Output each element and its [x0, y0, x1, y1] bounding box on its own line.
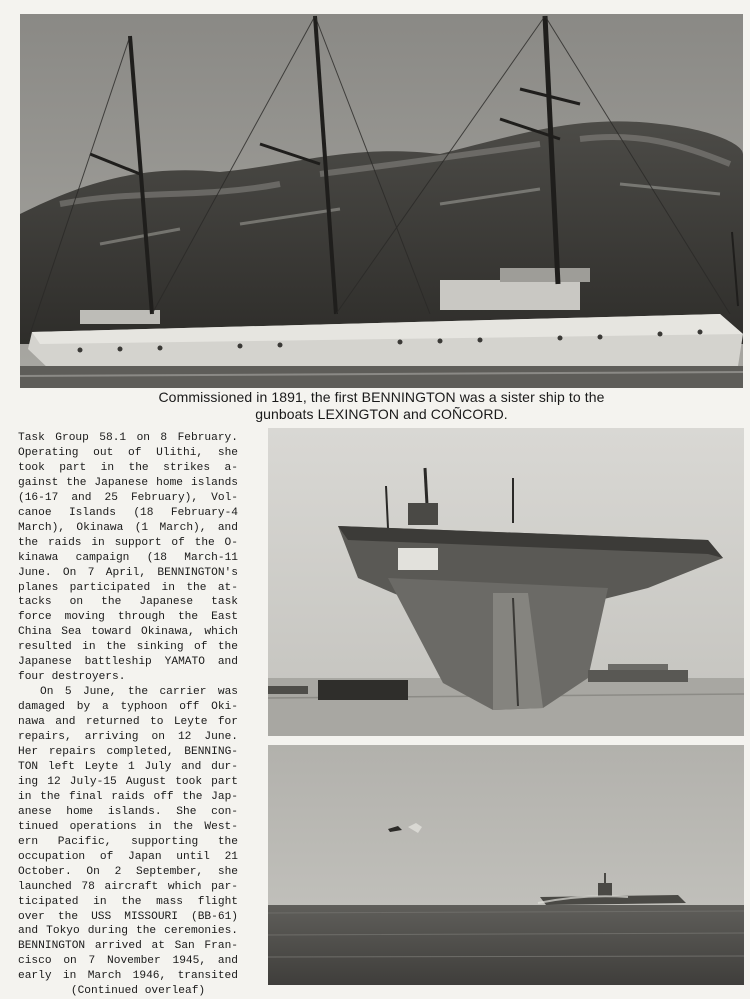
- body-line: gainst the Japanese home islands: [18, 476, 238, 489]
- body-line: On 5 June, the carrier was: [40, 686, 238, 699]
- body-line: June. On 7 April, BENNINGTON's: [18, 566, 238, 579]
- body-line: March), Okinawa (1 March), and: [18, 521, 238, 534]
- photo-caption: [20, 389, 743, 423]
- body-line: force moving through the East: [18, 611, 238, 624]
- body-line: ing 12 July-15 August took part: [18, 775, 238, 788]
- body-line: four destroyers.: [18, 671, 126, 684]
- body-line: repairs, arriving on 12 June.: [18, 731, 238, 744]
- body-line: resulted in the sinking of the: [18, 641, 238, 654]
- carrier-sea-photo-art: [268, 745, 744, 985]
- continued-overleaf: (Continued overleaf): [70, 985, 206, 998]
- body-line: (16-17 and 25 February), Vol-: [18, 491, 238, 504]
- body-line: Operating out of Ulithi, she: [18, 446, 238, 459]
- caption-line-1: Commissioned in 1891, the first BENNINGTON was a sister ship to the: [158, 389, 605, 405]
- body-line: ticipated in the mass flight: [18, 895, 238, 908]
- article-body: [18, 431, 238, 999]
- body-line: launched 78 aircraft which par-: [18, 880, 238, 893]
- body-line: TON left Leyte 1 July and dur-: [18, 760, 238, 773]
- photo-carrier-typhoon-damage: [268, 428, 744, 736]
- body-line: China Sea toward Okinawa, which: [18, 626, 238, 639]
- gunboat-photo-art: [20, 14, 743, 388]
- body-line: Her repairs completed, BENNING-: [18, 746, 238, 759]
- body-line: and Tokyo during the ceremonies.: [18, 925, 238, 938]
- body-line: tinued operations in the West-: [18, 820, 238, 833]
- body-line: cisco on 7 November 1945, and: [18, 955, 238, 968]
- body-line: in the final raids off the Jap-: [18, 790, 238, 803]
- body-line: kinawa campaign (18 March-11: [18, 551, 238, 564]
- body-line: took part in the strikes a-: [18, 461, 238, 474]
- carrier-damage-photo-art: [268, 428, 744, 736]
- body-line: ern Pacific, supporting the: [18, 835, 238, 848]
- body-line: canoe Islands (18 February-4: [18, 506, 238, 519]
- photo-carrier-at-sea: [268, 745, 744, 985]
- body-line: BENNINGTON arrived at San Fran-: [18, 940, 238, 953]
- body-line: Japanese battleship YAMATO and: [18, 656, 238, 669]
- body-line: early in March 1946, transited: [18, 970, 238, 983]
- body-line: damaged by a typhoon off Oki-: [18, 701, 238, 714]
- body-line: tacks on the Japanese task: [18, 596, 238, 609]
- caption-line-2: gunboats LEXINGTON and COÑCORD.: [255, 406, 508, 422]
- body-line: nawa and returned to Leyte for: [18, 716, 238, 729]
- body-line: occupation of Japan until 21: [18, 850, 238, 863]
- body-line: the raids in support of the O-: [18, 536, 238, 549]
- body-line: October. On 2 September, she: [18, 865, 238, 878]
- body-line: over the USS MISSOURI (BB-61): [18, 910, 238, 923]
- body-line: planes participated in the at-: [18, 581, 238, 594]
- photo-gunboat-bennington: [20, 14, 743, 388]
- body-line: anese home islands. She con-: [18, 805, 238, 818]
- body-line: Task Group 58.1 on 8 February.: [18, 432, 238, 444]
